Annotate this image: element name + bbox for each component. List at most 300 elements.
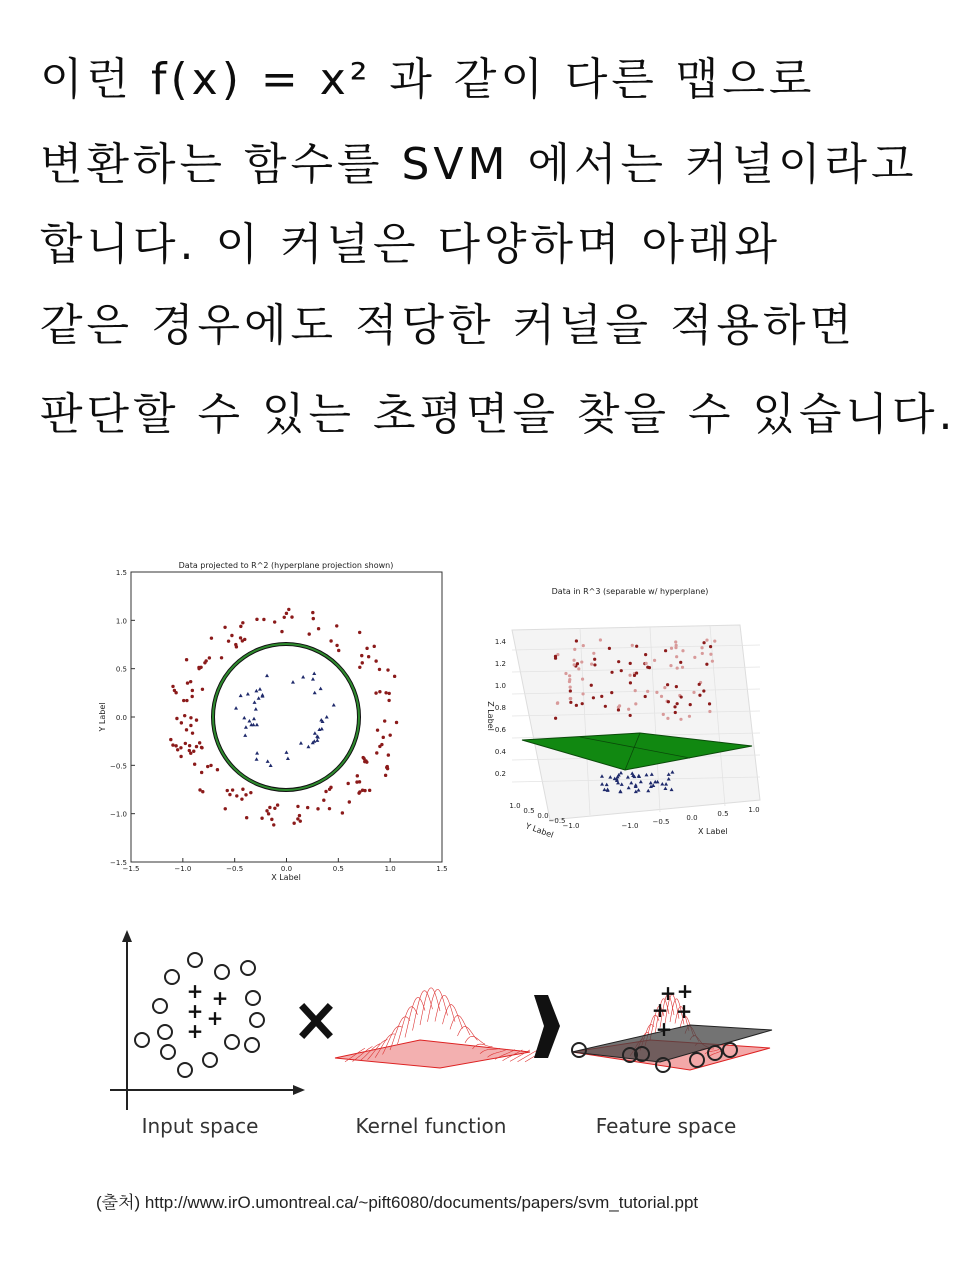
outer-point: [270, 818, 273, 821]
upper-point: [674, 711, 677, 714]
upper-point: [700, 646, 703, 649]
upper-point: [600, 695, 603, 698]
input-circle: [158, 1025, 172, 1039]
outer-point: [378, 668, 381, 671]
outer-point: [189, 751, 192, 754]
upper-point: [709, 653, 712, 656]
right-y-tick: 0.5: [523, 807, 535, 815]
outer-point: [169, 738, 172, 741]
input-circle: [241, 961, 255, 975]
upper-point: [577, 667, 580, 670]
outer-point: [306, 806, 309, 809]
upper-point: [681, 649, 684, 652]
outer-point: [189, 680, 192, 683]
left-x-tick: 0.5: [332, 865, 344, 873]
upper-point: [610, 671, 613, 674]
outer-point: [348, 800, 351, 803]
outer-point: [180, 721, 183, 724]
outer-point: [287, 608, 290, 611]
upper-point: [580, 660, 583, 663]
right-x-tick: −1.0: [621, 822, 639, 830]
left-plot-title: Data projected to R^2 (hyperplane projection shown): [178, 561, 394, 570]
right-z-tick: 0.2: [494, 770, 506, 778]
outer-point: [220, 656, 223, 659]
upper-point: [713, 640, 716, 643]
text-line-4: 같은 경우에도 적당한 커널을 적용하면: [40, 300, 857, 351]
upper-point: [688, 715, 691, 718]
upper-point: [689, 703, 692, 706]
upper-point: [702, 689, 705, 692]
upper-point: [573, 663, 576, 666]
outer-point: [329, 639, 332, 642]
left-y-tick: −1.5: [110, 859, 127, 867]
outer-point: [367, 655, 370, 658]
outer-point: [173, 689, 176, 692]
upper-point: [617, 708, 620, 711]
outer-point: [216, 768, 219, 771]
upper-point: [575, 704, 578, 707]
outer-point: [378, 745, 381, 748]
outer-point: [239, 625, 242, 628]
text-line-3: 합니다. 이 커널은 다양하며 아래와: [40, 219, 781, 270]
upper-point: [554, 717, 557, 720]
input-circle: [246, 991, 260, 1005]
outer-point: [358, 666, 361, 669]
outer-point: [182, 699, 185, 702]
upper-point: [664, 649, 667, 652]
outer-point: [262, 618, 265, 621]
outer-point: [200, 746, 203, 749]
outer-point: [243, 638, 246, 641]
feature-plus: +: [676, 979, 694, 1003]
upper-point: [582, 644, 585, 647]
input-plus: +: [206, 1006, 224, 1030]
upper-point: [629, 714, 632, 717]
outer-point: [245, 816, 248, 819]
outer-point: [241, 788, 244, 791]
outer-point: [239, 636, 242, 639]
upper-point: [708, 702, 711, 705]
outer-point: [283, 616, 286, 619]
upper-point: [608, 647, 611, 650]
upper-point: [666, 717, 669, 720]
right-plot-title: Data in R^3 (separable w/ hyperplane): [551, 587, 709, 596]
right-x-tick: 1.0: [748, 806, 760, 814]
upper-point: [604, 705, 607, 708]
outer-point: [226, 789, 229, 792]
outer-point: [195, 745, 198, 748]
feature-plus: +: [651, 998, 669, 1022]
outer-point: [209, 764, 212, 767]
outer-point: [268, 806, 271, 809]
outer-point: [185, 699, 188, 702]
upper-point: [705, 663, 708, 666]
outer-point: [387, 699, 390, 702]
outer-point: [329, 786, 332, 789]
outer-point: [189, 716, 192, 719]
outer-point: [175, 717, 178, 720]
upper-point: [573, 648, 576, 651]
outer-point: [188, 744, 191, 747]
right-y-tick: 0.0: [537, 812, 549, 820]
right-y-tick: 1.0: [509, 802, 521, 810]
outer-point: [191, 731, 194, 734]
outer-point: [260, 817, 263, 820]
outer-point: [208, 656, 211, 659]
outer-point: [176, 748, 179, 751]
right-z-tick: 1.0: [494, 682, 506, 690]
input-circle: [245, 1038, 259, 1052]
upper-point: [569, 701, 572, 704]
upper-point: [667, 700, 670, 703]
upper-point: [635, 671, 638, 674]
outer-point: [341, 811, 344, 814]
upper-point: [701, 652, 704, 655]
right-x-tick: 0.0: [686, 814, 698, 822]
input-circle: [165, 970, 179, 984]
outer-point: [174, 744, 177, 747]
upper-point: [556, 702, 559, 705]
outer-point: [206, 765, 209, 768]
upper-point: [676, 702, 679, 705]
upper-point: [673, 705, 676, 708]
left-y-tick: −1.0: [110, 810, 127, 819]
outer-point: [382, 736, 385, 739]
upper-point: [635, 645, 638, 648]
outer-point: [298, 814, 301, 817]
left-y-tick: 0.0: [115, 714, 127, 722]
outer-point: [234, 643, 237, 646]
feature-plus: +: [655, 1017, 673, 1041]
left-y-tick: 0.5: [115, 665, 127, 674]
upper-point: [669, 664, 672, 667]
outer-point: [365, 647, 368, 650]
outer-point: [203, 661, 206, 664]
right-x-tick: −0.5: [652, 818, 670, 826]
source-citation: (출처) http://www.irO.umontreal.ca/~pift6080/documents/papers/svm_tutorial.ppt: [96, 1193, 699, 1212]
feature-plus: +: [659, 981, 677, 1005]
outer-point: [228, 793, 231, 796]
outer-point: [210, 636, 213, 639]
outer-point: [384, 691, 387, 694]
input-plus: +: [211, 986, 229, 1010]
upper-point: [711, 660, 714, 663]
upper-point: [581, 692, 584, 695]
input-plus: +: [186, 999, 204, 1023]
right-y-tick: −1.0: [562, 822, 580, 830]
input-space-label: Input space: [141, 1114, 259, 1138]
upper-point: [645, 662, 648, 665]
upper-point: [618, 704, 621, 707]
input-circle: [215, 965, 229, 979]
upper-point: [631, 644, 634, 647]
feature-plus: +: [675, 999, 693, 1023]
outer-point: [378, 690, 381, 693]
input-plus: +: [186, 1019, 204, 1043]
outer-point: [393, 675, 396, 678]
upper-point: [679, 661, 682, 664]
upper-point: [692, 691, 695, 694]
outer-point: [290, 615, 293, 618]
upper-point: [576, 662, 579, 665]
upper-point: [620, 669, 623, 672]
outer-point: [235, 794, 238, 797]
upper-point: [646, 690, 649, 693]
outer-point: [335, 644, 338, 647]
outer-point: [386, 765, 389, 768]
upper-point: [646, 666, 649, 669]
outer-point: [358, 790, 361, 793]
outer-point: [335, 624, 338, 627]
left-x-tick: 0.0: [280, 865, 293, 873]
arrow-icon: [534, 995, 560, 1058]
upper-point: [599, 638, 602, 641]
upper-point: [581, 702, 584, 705]
outer-point: [388, 692, 391, 695]
text-line-2: 변환하는 함수를 SVM 에서는 커널이라고: [40, 139, 918, 190]
kernel-mesh-line: [435, 995, 455, 1021]
outer-point: [376, 728, 379, 731]
input-circle: [250, 1013, 264, 1027]
outer-point: [296, 817, 299, 820]
kernel-surface: [335, 988, 545, 1068]
kernel-function-label: Kernel function: [355, 1114, 507, 1138]
outer-point: [193, 763, 196, 766]
upper-point: [629, 662, 632, 665]
feature-space-label: Feature space: [595, 1114, 737, 1138]
upper-point: [581, 678, 584, 681]
upper-point: [592, 696, 595, 699]
kernel-diagram: [110, 930, 772, 1138]
upper-point: [675, 685, 678, 688]
upper-point: [693, 656, 696, 659]
upper-point: [644, 653, 647, 656]
upper-point: [564, 672, 567, 675]
outer-point: [285, 612, 288, 615]
upper-point: [705, 639, 708, 642]
right-x-tick: 0.5: [717, 810, 729, 818]
upper-point: [627, 708, 630, 711]
upper-point: [590, 663, 593, 666]
outer-point: [179, 755, 182, 758]
outer-point: [185, 658, 188, 661]
outer-point: [374, 691, 377, 694]
outer-point: [198, 741, 201, 744]
input-circle: [203, 1053, 217, 1067]
outer-point: [384, 774, 387, 777]
upper-point: [572, 659, 575, 662]
left-x-tick: −1.5: [122, 865, 140, 873]
kernel-mesh-line: [450, 1016, 470, 1036]
upper-point: [575, 639, 578, 642]
left-x-tick: 1.0: [384, 865, 396, 873]
upper-point: [569, 686, 572, 689]
outer-point: [276, 803, 279, 806]
upper-point: [634, 702, 637, 705]
upper-point: [569, 689, 572, 692]
outer-point: [324, 790, 327, 793]
outer-point: [387, 753, 390, 756]
outer-point: [296, 805, 299, 808]
upper-point: [670, 647, 673, 650]
upper-point: [676, 666, 679, 669]
outer-point: [265, 809, 268, 812]
upper-point: [698, 694, 701, 697]
input-plus: +: [186, 979, 204, 1003]
upper-point: [681, 666, 684, 669]
outer-point: [224, 807, 227, 810]
outer-point: [255, 618, 258, 621]
upper-point: [698, 683, 701, 686]
outer-point: [171, 685, 174, 688]
upper-point: [709, 645, 712, 648]
outer-point: [230, 634, 233, 637]
outer-point: [186, 681, 189, 684]
outer-point: [337, 649, 340, 652]
outer-point: [244, 793, 247, 796]
upper-point: [666, 683, 669, 686]
outer-point: [201, 790, 204, 793]
upper-point: [568, 678, 571, 681]
upper-point: [653, 659, 656, 662]
right-plot-xlabel: X Label: [698, 827, 728, 836]
upper-point: [679, 718, 682, 721]
outer-point: [267, 812, 270, 815]
left-y-tick: 1.0: [115, 617, 127, 626]
left-plot: [98, 561, 448, 882]
right-z-tick: 1.2: [494, 660, 506, 668]
input-circle: [135, 1033, 149, 1047]
outer-point: [308, 632, 311, 635]
right-y-tick: −0.5: [548, 817, 566, 825]
left-plot-ylabel: Y Label: [98, 702, 107, 732]
outer-point: [195, 718, 198, 721]
outer-point: [373, 645, 376, 648]
outer-point: [375, 751, 378, 754]
right-plot: [486, 587, 760, 840]
left-x-tick: −0.5: [226, 865, 244, 873]
outer-point: [183, 714, 186, 717]
text-line-5: 판단할 수 있는 초평면을 찾을 수 있습니다.: [40, 389, 957, 440]
kernel-mesh-line: [458, 1027, 478, 1041]
outer-point: [171, 743, 174, 746]
upper-point: [610, 691, 613, 694]
upper-point: [568, 674, 571, 677]
outer-point: [395, 721, 398, 724]
upper-point: [644, 695, 647, 698]
upper-point: [554, 657, 557, 660]
upper-point: [674, 640, 677, 643]
outer-point: [363, 760, 366, 763]
feature-surface: [572, 979, 772, 1072]
outer-point: [374, 659, 377, 662]
outer-point: [273, 807, 276, 810]
right-z-tick: 0.4: [494, 748, 506, 756]
right-plot-zlabel: Z Label: [486, 701, 495, 731]
multiply-icon: [304, 1008, 328, 1034]
outer-point: [223, 626, 226, 629]
outer-point: [197, 666, 200, 669]
outer-point: [241, 621, 244, 624]
upper-point: [634, 689, 637, 692]
input-circle: [225, 1035, 239, 1049]
upper-point: [629, 681, 632, 684]
upper-point: [593, 658, 596, 661]
outer-point: [383, 719, 386, 722]
upper-point: [680, 695, 683, 698]
upper-point: [655, 691, 658, 694]
outer-point: [272, 823, 275, 826]
outer-point: [312, 617, 315, 620]
outer-point: [316, 807, 319, 810]
kernel-mesh-line: [420, 988, 440, 1025]
input-circle: [161, 1045, 175, 1059]
outer-point: [361, 661, 364, 664]
upper-point: [569, 697, 572, 700]
upper-point: [708, 710, 711, 713]
outer-point: [360, 654, 363, 657]
right-plot-ylabel: Y Label: [524, 821, 555, 840]
upper-point: [593, 663, 596, 666]
upper-point: [660, 695, 663, 698]
left-x-tick: 1.5: [436, 865, 448, 873]
outer-point: [388, 733, 391, 736]
outer-point: [322, 798, 325, 801]
outer-point: [328, 807, 331, 810]
upper-point: [663, 686, 666, 689]
outer-point: [386, 668, 389, 671]
outer-point: [179, 746, 182, 749]
upper-point: [674, 646, 677, 649]
left-x-tick: −1.0: [174, 865, 192, 873]
right-z-tick: 0.8: [494, 704, 506, 712]
upper-point: [628, 674, 631, 677]
outer-point: [249, 791, 252, 794]
right-z-tick: 0.6: [494, 726, 506, 734]
input-circle: [178, 1063, 192, 1077]
outer-point: [190, 695, 193, 698]
left-y-tick: −0.5: [110, 762, 127, 771]
outer-point: [231, 788, 234, 791]
outer-point: [192, 750, 195, 753]
outer-point: [273, 620, 276, 623]
right-z-tick: 1.4: [494, 638, 506, 646]
upper-point: [702, 641, 705, 644]
outer-point: [189, 724, 192, 727]
upper-point: [590, 684, 593, 687]
upper-point: [592, 652, 595, 655]
outer-point: [317, 627, 320, 630]
left-y-tick: 1.5: [115, 569, 127, 577]
input-circle: [188, 953, 202, 967]
outer-point: [227, 639, 230, 642]
outer-point: [200, 771, 203, 774]
left-plot-xlabel: X Label: [271, 873, 301, 882]
outer-point: [201, 688, 204, 691]
outer-point: [355, 780, 358, 783]
outer-point: [185, 728, 188, 731]
input-circle: [153, 999, 167, 1013]
outer-point: [191, 689, 194, 692]
outer-point: [240, 797, 243, 800]
outer-point: [184, 742, 187, 745]
outer-point: [311, 611, 314, 614]
text-line-1: 이런 f(x) = x² 과 같이 다른 맵으로: [40, 54, 816, 105]
outer-point: [356, 774, 359, 777]
outer-point: [292, 822, 295, 825]
outer-point: [368, 789, 371, 792]
upper-point: [675, 655, 678, 658]
